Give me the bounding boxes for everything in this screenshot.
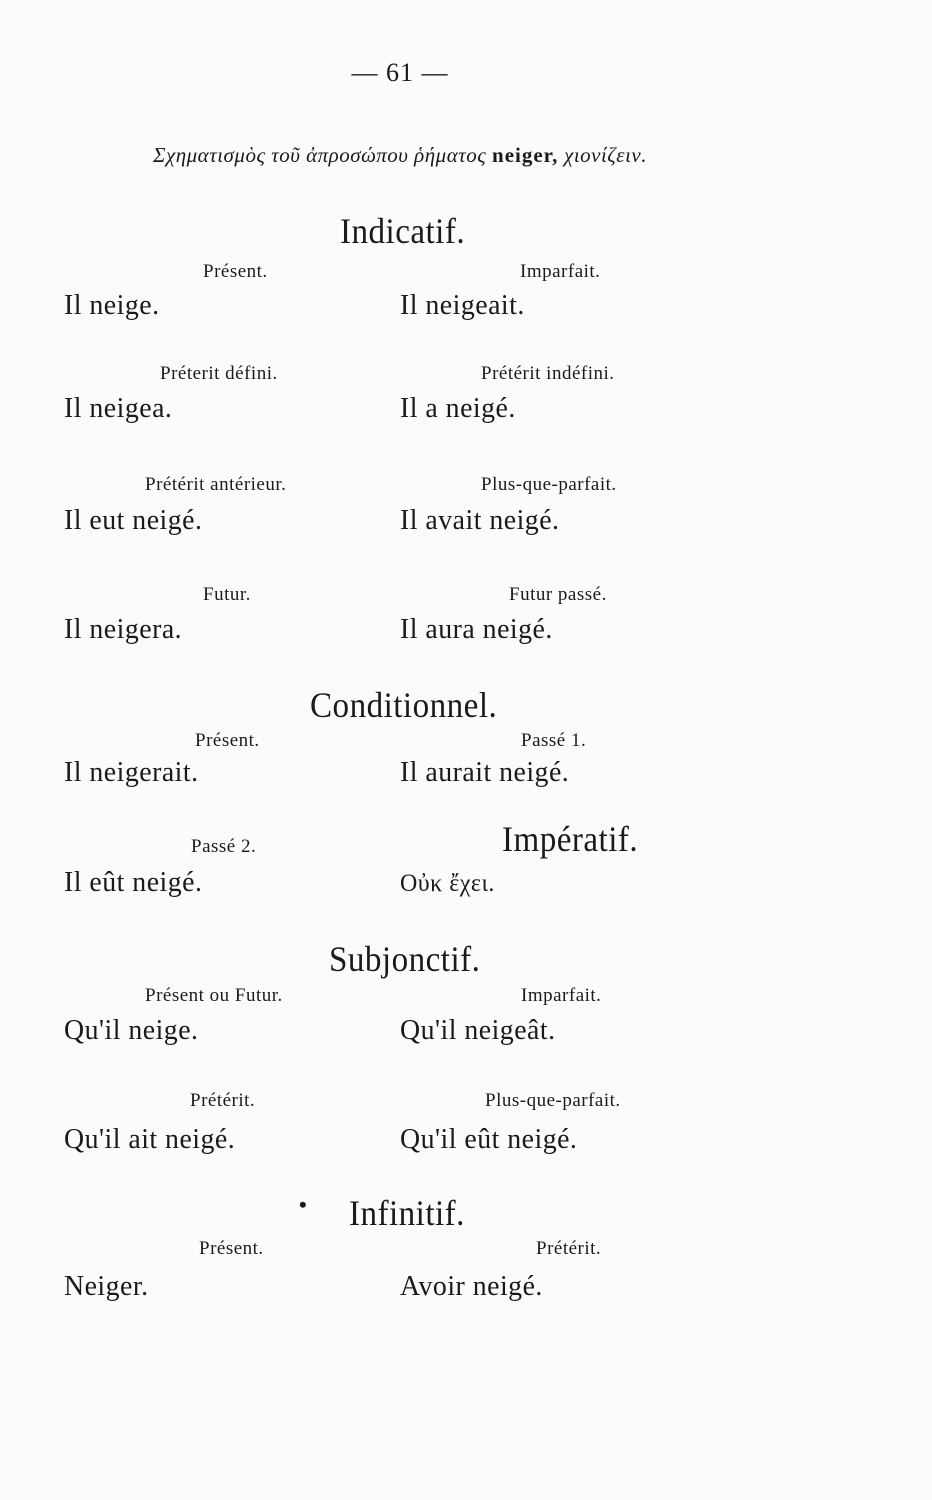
form-subjonctif-plus-que-parfait: Qu'il eût neigé.	[400, 1123, 578, 1155]
label-preterit-indefini: Prétérit indéfini.	[481, 363, 615, 384]
label-subjonctif-imparfait: Imparfait.	[521, 985, 602, 1006]
conjugation-heading	[0, 143, 800, 168]
label-indicatif-present: Présent.	[203, 261, 268, 282]
form-futur: Il neigera.	[64, 613, 183, 645]
form-subjonctif-present: Qu'il neige.	[64, 1014, 199, 1046]
heading-greek-before: Σχηματισμὸς τοῦ ἀπροσώπου ῥήματος	[153, 143, 487, 167]
section-title-subjonctif: Subjonctif.	[329, 939, 481, 979]
form-indicatif-present: Il neige.	[64, 289, 160, 321]
form-preterit-defini: Il neigea.	[64, 392, 173, 424]
section-title-imperatif: Impératif.	[502, 819, 639, 859]
section-title-conditionnel: Conditionnel.	[310, 685, 498, 725]
label-infinitif-present: Présent.	[199, 1238, 264, 1259]
label-conditionnel-present: Présent.	[195, 730, 260, 751]
form-conditionnel-passe1: Il aurait neigé.	[400, 756, 570, 788]
form-subjonctif-preterit: Qu'il ait neigé.	[64, 1123, 236, 1155]
label-subjonctif-present: Présent ou Futur.	[145, 985, 283, 1006]
label-futur: Futur.	[203, 584, 251, 605]
label-conditionnel-passe1: Passé 1.	[521, 730, 587, 751]
form-conditionnel-present: Il neigerait.	[64, 756, 199, 788]
label-indicatif-imparfait: Imparfait.	[520, 261, 601, 282]
heading-greek-after: χιονίζειν.	[564, 143, 647, 167]
form-conditionnel-passe2: Il eût neigé.	[64, 866, 203, 898]
label-subjonctif-preterit: Prétérit.	[190, 1090, 256, 1111]
form-infinitif-present: Neiger.	[64, 1270, 149, 1302]
section-title-infinitif: Infinitif.	[349, 1193, 465, 1233]
section-title-indicatif: Indicatif.	[340, 211, 466, 251]
label-preterit-defini: Préterit défini.	[160, 363, 278, 384]
heading-verb: neiger,	[492, 143, 559, 167]
form-imperatif: Οὐκ ἔχει.	[400, 870, 495, 897]
label-plus-que-parfait: Plus-que-parfait.	[481, 474, 617, 495]
page-number: — 61 —	[351, 58, 449, 87]
form-indicatif-imparfait: Il neigeait.	[400, 289, 525, 321]
label-futur-passe: Futur passé.	[509, 584, 607, 605]
label-preterit-anterieur: Prétérit antérieur.	[145, 474, 287, 495]
infinitif-bullet: •	[299, 1192, 307, 1217]
label-infinitif-preterit: Prétérit.	[536, 1238, 602, 1259]
form-infinitif-preterit: Avoir neigé.	[400, 1270, 543, 1302]
form-preterit-indefini: Il a neigé.	[400, 392, 516, 424]
form-subjonctif-imparfait: Qu'il neigeât.	[400, 1014, 556, 1046]
label-subjonctif-plus-que-parfait: Plus-que-parfait.	[485, 1090, 621, 1111]
form-plus-que-parfait: Il avait neigé.	[400, 504, 560, 536]
label-conditionnel-passe2: Passé 2.	[191, 836, 257, 857]
form-futur-passe: Il aura neigé.	[400, 613, 553, 645]
form-preterit-anterieur: Il eut neigé.	[64, 504, 203, 536]
